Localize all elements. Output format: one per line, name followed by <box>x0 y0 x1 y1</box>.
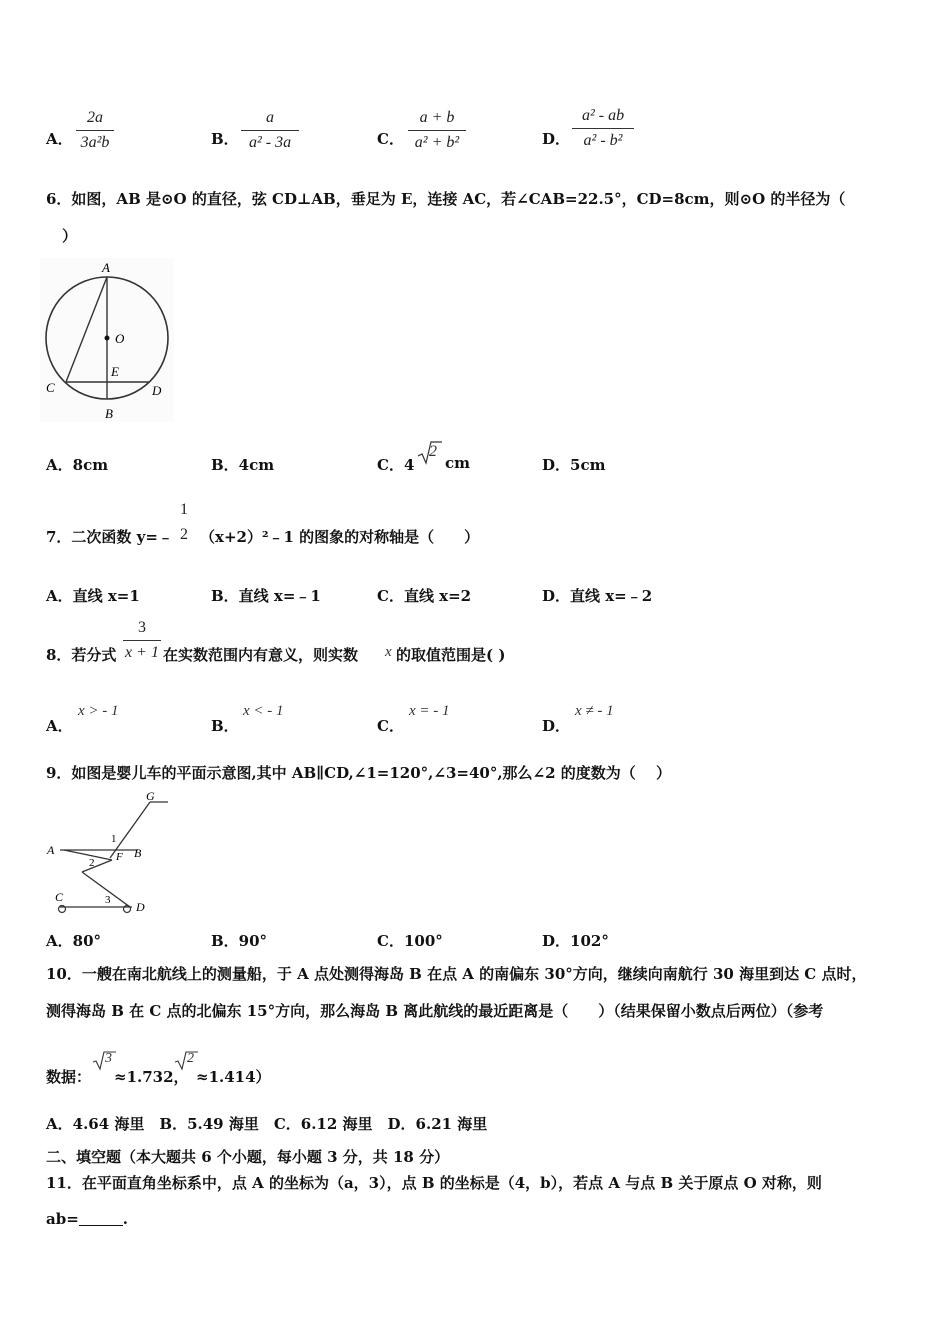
q11-question-line2 <box>46 1210 128 1228</box>
q6-option-d: D．5cm <box>542 456 606 474</box>
q6-option-b: B．4cm <box>211 456 275 474</box>
q8-frac-denominator: x + 1 <box>125 644 159 661</box>
q6-label-a: A <box>102 260 110 275</box>
q9-option-c: C．100° <box>377 932 443 950</box>
q5-b-denominator: a² - 3a <box>248 134 292 151</box>
q5-a-numerator: 2a <box>87 109 103 126</box>
q8-question-suffix: 的取值范围是( ) <box>396 646 506 664</box>
q6-label-c: C <box>46 380 55 395</box>
q8-option-c-math: x = - 1 <box>409 703 450 719</box>
q5-b-numerator: a <box>266 109 274 126</box>
q5-option-c-fraction <box>408 108 466 153</box>
q8-fraction <box>123 618 161 663</box>
q5-option-b-fraction <box>241 108 299 153</box>
q7-frac-denominator: 2 <box>180 526 188 543</box>
q7-option-c: C．直线 x=2 <box>377 587 472 605</box>
q5-option-c-label: C． <box>377 130 404 148</box>
q6-question-line1: 6．如图，AB 是⊙O 的直径，弦 CD⊥AB，垂足为 E，连接 AC，若∠CAB=22.5°，CD=8cm，则⊙O 的半径为（ <box>46 190 846 208</box>
q9-angle-3: 3 <box>105 894 111 906</box>
q6-label-e: E <box>111 364 119 379</box>
q9-label-b: B <box>134 846 142 860</box>
q7-question-prefix: 7．二次函数 y=﹣ <box>46 528 173 546</box>
q10-radicand-1: 3 <box>105 1051 112 1066</box>
q9-angle-2: 2 <box>89 857 95 869</box>
q11-answer-blank[interactable] <box>79 1213 123 1226</box>
q5-option-d-fraction <box>572 106 634 151</box>
q10-question-line2: 测得海岛 B 在 C 点的北偏东 15°方向，那么海岛 B 离此航线的最近距离是（ ）（结果保留小数点后两位）（参考 <box>46 1002 824 1020</box>
section-2-title: 二、填空题（本大题共 6 个小题，每小题 3 分，共 18 分） <box>46 1148 450 1166</box>
q5-option-a-fraction <box>76 108 114 153</box>
q8-option-b-math: x < - 1 <box>243 703 284 719</box>
q5-d-numerator: a² - ab <box>581 107 625 124</box>
q8-option-c-label: C． <box>377 717 404 735</box>
q6-option-a: A．8cm <box>46 456 109 474</box>
q5-option-a-label: A． <box>46 130 73 148</box>
q10-question-line1: 10．一艘在南北航线上的测量船，于 A 点处测得海岛 B 在点 A 的南偏东 30°方向，继续向南航行 30 海里到达 C 点时， <box>46 965 867 983</box>
q10-radicand-2: 2 <box>187 1051 194 1066</box>
q6-option-c-unit: cm <box>445 454 471 472</box>
q8-option-a-label: A． <box>46 717 73 735</box>
q9-label-d: D <box>136 900 145 914</box>
q10-value-2: ≈1.414） <box>196 1068 271 1086</box>
q6-label-o: O <box>115 331 125 346</box>
q9-option-b: B．90° <box>211 932 268 950</box>
q7-question-suffix: （x+2）²﹣1 的图象的对称轴是（ ） <box>200 528 480 546</box>
q8-frac-numerator: 3 <box>138 619 146 636</box>
q8-question-middle: 在实数范围内有意义，则实数 <box>163 646 359 664</box>
q8-option-d-math: x ≠ - 1 <box>575 703 614 719</box>
q8-variable-x: x <box>385 644 392 660</box>
q7-option-d: D．直线 x=﹣2 <box>542 587 653 605</box>
q6-label-d: D <box>152 383 162 398</box>
q7-frac-numerator: 1 <box>180 501 188 518</box>
q7-fraction <box>176 500 192 545</box>
q9-label-a: A <box>47 843 55 857</box>
q9-angle-1: 1 <box>111 833 117 845</box>
q9-label-c: C <box>55 890 64 904</box>
q9-option-d: D．102° <box>542 932 609 950</box>
q9-label-f: F <box>116 851 123 863</box>
q5-c-denominator: a² + b² <box>414 134 460 151</box>
q9-question: 9．如图是婴儿车的平面示意图,其中 AB∥CD,∠1=120°,∠3=40°,那么∠2 的度数为（ ） <box>46 764 672 782</box>
q6-option-c-prefix: C．4 <box>377 456 415 474</box>
q5-option-d-label: D． <box>542 130 571 148</box>
q10-data-label: 数据： <box>46 1068 92 1086</box>
q11-ab-label: ab= <box>46 1210 79 1228</box>
q10-value-1: ≈1.732， <box>114 1068 189 1086</box>
q5-option-b-label: B． <box>211 130 239 148</box>
q6-label-b: B <box>105 406 113 421</box>
q8-option-d-label: D． <box>542 717 571 735</box>
q8-option-a-math: x > - 1 <box>78 703 119 719</box>
q5-d-denominator: a² - b² <box>583 132 623 149</box>
q11-question-line1: 11．在平面直角坐标系中，点 A 的坐标为（a，3），点 B 的坐标是（4，b），若点 A 与点 B 关于原点 O 对称，则 <box>46 1174 822 1192</box>
q6-option-c-radicand: 2 <box>429 443 437 460</box>
q5-a-denominator: 3a²b <box>80 134 110 151</box>
q8-question-prefix: 8．若分式 <box>46 646 117 664</box>
q11-period: . <box>122 1210 129 1228</box>
q6-question-line2: ） <box>62 227 78 245</box>
q8-option-b-label: B． <box>211 717 239 735</box>
q9-option-a: A．80° <box>46 932 102 950</box>
q5-c-numerator: a + b <box>419 109 455 126</box>
q7-option-a: A．直线 x=1 <box>46 587 140 605</box>
q9-stroller-figure <box>42 790 182 918</box>
q7-option-b: B．直线 x=﹣1 <box>211 587 321 605</box>
q6-circle-figure <box>40 258 174 422</box>
q10-options: A．4.64 海里 B．5.49 海里 C．6.12 海里 D．6.21 海里 <box>46 1115 488 1133</box>
q9-label-g: G <box>146 790 155 803</box>
